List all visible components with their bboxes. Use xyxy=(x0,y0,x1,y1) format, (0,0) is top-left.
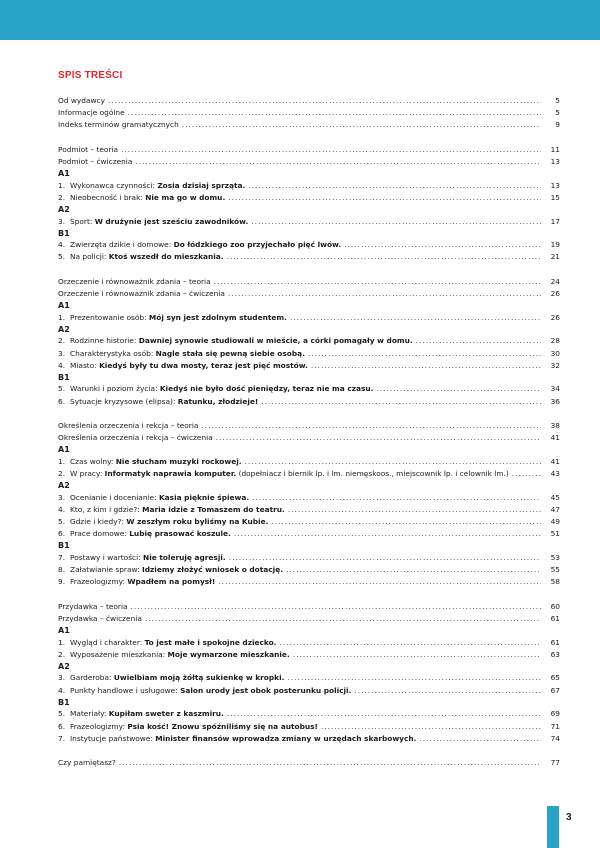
toc-entry[interactable] xyxy=(58,757,560,769)
dot-leader xyxy=(286,564,541,576)
dot-leader xyxy=(288,504,541,516)
entry-label xyxy=(70,721,318,733)
dot-leader xyxy=(227,251,541,263)
toc-entry[interactable] xyxy=(58,348,560,360)
entry-page-number: 69 xyxy=(550,709,560,719)
entry-example: Nie toleruję agresji. xyxy=(143,552,226,562)
entry-label xyxy=(70,552,226,564)
toc-entry[interactable] xyxy=(58,95,560,107)
entry-number: 1. xyxy=(58,637,66,647)
toc-entry[interactable] xyxy=(58,119,560,131)
entry-label-text: Załatwianie spraw: xyxy=(70,565,142,575)
entry-label-text: Wyposażenie mieszkania: xyxy=(70,649,168,659)
entry-page-number: 51 xyxy=(550,529,560,539)
entry-number: 1. xyxy=(58,456,66,466)
entry-label-text: Charakterystyka osób: xyxy=(70,348,156,358)
entry-label xyxy=(70,383,373,395)
entry-label xyxy=(70,637,277,649)
dot-leader xyxy=(280,637,541,649)
entry-number: 6. xyxy=(58,721,66,731)
entry-page-number: 67 xyxy=(550,685,560,695)
entry-example: W drużynie jest sześciu zawodników. xyxy=(94,216,249,226)
entry-label-text: Czy pamiętasz? xyxy=(58,758,116,768)
entry-number: 3. xyxy=(58,216,66,226)
entry-page-number: 13 xyxy=(550,156,560,166)
toc-entry[interactable] xyxy=(58,649,560,661)
entry-page-number: 65 xyxy=(550,673,560,683)
entry-number: 9. xyxy=(58,577,66,587)
level-heading: A1 xyxy=(58,169,70,179)
level-heading: A1 xyxy=(58,301,70,311)
entry-label xyxy=(70,312,287,324)
dot-leader xyxy=(128,107,541,119)
toc-entry[interactable] xyxy=(58,276,560,288)
entry-label-text: Frazeologizmy: xyxy=(70,721,128,731)
entry-example: Nie ma go w domu. xyxy=(145,192,226,202)
entry-number: 1. xyxy=(58,312,66,322)
dot-leader xyxy=(218,576,541,588)
toc-entry[interactable] xyxy=(58,335,560,347)
toc-entry[interactable] xyxy=(58,708,560,720)
entry-label xyxy=(70,576,215,588)
entry-page-number: 26 xyxy=(550,312,560,322)
entry-page-number: 71 xyxy=(550,721,560,731)
dot-leader xyxy=(248,180,541,192)
entry-example: Do łódzkiego zoo przyjechało pięć lwów. xyxy=(173,240,342,250)
entry-page-number: 28 xyxy=(550,336,560,346)
entry-example: Minister finansów wprowadza zmiany w urzędach skarbowych. xyxy=(155,733,417,743)
toc-entry[interactable] xyxy=(58,613,560,625)
entry-label xyxy=(70,733,416,745)
entry-label xyxy=(70,685,351,697)
dot-leader xyxy=(227,708,541,720)
entry-label-text: Garderoba: xyxy=(70,673,114,683)
toc-entry[interactable] xyxy=(58,144,560,156)
entry-example: Maria idzie z Tomaszem do teatru. xyxy=(142,504,285,514)
page-title: SPIS TREŚCI xyxy=(58,70,123,81)
entry-label-text: W pracy: xyxy=(70,469,105,478)
entry-label xyxy=(58,757,116,769)
page-number-tab xyxy=(547,806,559,848)
entry-page-number: 32 xyxy=(550,360,560,370)
dot-leader xyxy=(145,613,541,625)
entry-label xyxy=(58,420,198,432)
entry-example: Salon urody jest obok posterunku policji. xyxy=(180,685,352,695)
dot-leader xyxy=(251,216,541,228)
entry-number: 2. xyxy=(58,649,66,659)
entry-label-text: Przydawka – teoria xyxy=(58,601,128,611)
entry-label xyxy=(58,288,225,300)
entry-page-number: 45 xyxy=(550,492,560,502)
entry-page-number: 61 xyxy=(550,613,560,623)
entry-label xyxy=(58,144,118,156)
table-of-contents xyxy=(58,95,560,769)
entry-number: 4. xyxy=(58,685,66,695)
entry-example: Lubię prasować koszule. xyxy=(129,529,231,539)
entry-label-text: Orzeczenie i równoważnik zdania – teoria xyxy=(58,276,211,286)
entry-label-text: Nieobecność i brak: xyxy=(70,192,146,202)
entry-example: Ratunku, złodzieje! xyxy=(177,396,259,406)
entry-label xyxy=(70,251,224,263)
entry-label xyxy=(70,216,248,228)
entry-page-number: 17 xyxy=(550,216,560,226)
entry-label-text: Wykonawca czynności: xyxy=(70,180,158,190)
dot-leader xyxy=(216,432,541,444)
entry-page-number: 58 xyxy=(550,577,560,587)
entry-number: 2. xyxy=(58,336,66,346)
toc-entry[interactable] xyxy=(58,288,560,300)
toc-entry[interactable] xyxy=(58,685,560,697)
entry-label xyxy=(58,95,105,107)
dot-leader xyxy=(228,288,541,300)
toc-entry[interactable] xyxy=(58,432,560,444)
entry-page-number: 43 xyxy=(550,469,560,478)
entry-page-number: 5 xyxy=(555,108,560,118)
entry-example: Idziemy złożyć wniosek o dotację. xyxy=(141,565,284,575)
toc-entry[interactable] xyxy=(58,216,560,228)
dot-leader xyxy=(135,156,541,168)
toc-entry[interactable] xyxy=(58,504,560,516)
entry-page-number: 41 xyxy=(550,433,560,443)
level-heading: A2 xyxy=(58,205,70,214)
entry-example: Dawniej synowie studiowali w mieście, a córki pomagały w domu. xyxy=(138,336,413,346)
entry-label-text: Rodzinne historie: xyxy=(70,336,139,346)
entry-page-number: 63 xyxy=(550,649,560,659)
entry-page-number: 21 xyxy=(550,252,560,262)
entry-label xyxy=(70,239,341,251)
dot-leader xyxy=(293,649,541,661)
entry-label xyxy=(70,564,283,576)
level-heading: A2 xyxy=(58,481,70,491)
entry-number: 3. xyxy=(58,348,66,358)
toc-entry[interactable] xyxy=(58,576,560,588)
entry-label-text: Określenia orzeczenia i rekcja – ćwiczenia xyxy=(58,433,213,443)
entry-number: 5. xyxy=(58,709,66,719)
entry-label-text: Instytucje państwowe: xyxy=(70,733,156,743)
entry-example: Uwielbiam moją żółtą sukienkę w kropki. xyxy=(113,673,285,683)
entry-page-number: 77 xyxy=(550,758,560,768)
toc-entry[interactable] xyxy=(58,180,560,192)
entry-number: 2. xyxy=(58,469,66,478)
entry-page-number: 53 xyxy=(550,552,560,562)
level-heading: A1 xyxy=(58,445,70,455)
toc-entry[interactable] xyxy=(58,721,560,733)
toc-entry[interactable] xyxy=(58,552,560,564)
entry-label xyxy=(58,119,179,131)
dot-leader xyxy=(354,685,541,697)
entry-page-number: 13 xyxy=(550,180,560,190)
toc-entry[interactable] xyxy=(58,564,560,576)
entry-label-text: Przydawka – ćwiczenia xyxy=(58,613,142,623)
entry-label-text: Od wydawcy xyxy=(58,96,105,105)
entry-label xyxy=(70,649,290,661)
toc-entry[interactable] xyxy=(58,637,560,649)
entry-page-number: 61 xyxy=(550,637,560,647)
entry-number: 3. xyxy=(58,492,66,502)
entry-label-text: Indeks terminów gramatycznych xyxy=(58,120,179,130)
dot-leader xyxy=(182,119,541,131)
entry-label-text: Postawy i wartości: xyxy=(70,552,144,562)
entry-page-number: 26 xyxy=(550,288,560,298)
entry-label-text: Warunki i poziom życia: xyxy=(70,384,160,394)
entry-label xyxy=(58,432,213,444)
entry-note: (dopełniacz i biernik lp. i lm. niemęskoos., miejscownik lp. i celownik lm.) xyxy=(236,469,509,478)
entry-label-text: Informacje ogólne xyxy=(58,108,125,118)
entry-page-number: 30 xyxy=(550,348,560,358)
entry-label-text: Prezentowanie osób: xyxy=(70,312,149,322)
page-number: 3 xyxy=(566,812,572,823)
entry-label xyxy=(70,456,242,468)
entry-label xyxy=(70,396,258,408)
entry-label xyxy=(70,180,245,192)
entry-label-text: Określenia orzeczenia i rekcja – teoria xyxy=(58,420,199,430)
entry-label xyxy=(58,613,142,625)
toc-entry[interactable] xyxy=(58,672,560,684)
entry-number: 2. xyxy=(58,192,66,202)
entry-label xyxy=(70,516,268,528)
level-heading: A1 xyxy=(58,626,70,636)
entry-label-text: Ocenianie i docenianie: xyxy=(70,492,159,502)
entry-example: Wpadłem na pomysł! xyxy=(127,577,216,587)
dot-leader xyxy=(416,335,541,347)
entry-page-number: 15 xyxy=(550,192,560,202)
toc-entry[interactable] xyxy=(58,601,560,613)
entry-example: Informatyk naprawia komputer. xyxy=(104,469,237,478)
entry-example: To jest małe i spokojne dziecko. xyxy=(144,637,277,647)
dot-leader xyxy=(228,192,541,204)
dot-leader xyxy=(252,492,541,504)
entry-label-text: Wygląd i charakter: xyxy=(70,637,145,647)
dot-leader xyxy=(121,144,541,156)
entry-label xyxy=(70,492,249,504)
level-heading: B1 xyxy=(58,228,70,238)
entry-page-number: 47 xyxy=(550,504,560,514)
toc-entry[interactable] xyxy=(58,733,560,745)
entry-page-number: 49 xyxy=(550,517,560,527)
dot-leader xyxy=(271,516,541,528)
entry-number: 4. xyxy=(58,240,66,250)
entry-label xyxy=(70,708,224,720)
toc-entry[interactable] xyxy=(58,383,560,395)
entry-example: Ktoś wszedł do mieszkania. xyxy=(108,252,224,262)
entry-number: 5. xyxy=(58,252,66,262)
entry-label xyxy=(70,504,285,516)
dot-leader xyxy=(234,528,541,540)
entry-label xyxy=(70,348,305,360)
entry-page-number: 41 xyxy=(550,456,560,466)
entry-page-number: 55 xyxy=(550,565,560,575)
entry-label-text: Sytuacje kryzysowe (elipsa): xyxy=(70,396,178,406)
toc-entry[interactable] xyxy=(58,251,560,263)
level-heading: A2 xyxy=(58,661,70,671)
level-heading: B1 xyxy=(58,372,70,382)
dot-leader xyxy=(376,383,541,395)
entry-label xyxy=(70,360,308,372)
entry-label xyxy=(58,601,128,613)
entry-label-text: Czas wolny: xyxy=(70,456,116,466)
toc-entry[interactable] xyxy=(58,156,560,168)
entry-page-number: 24 xyxy=(550,276,560,286)
level-heading: A2 xyxy=(58,324,70,334)
entry-page-number: 11 xyxy=(550,144,560,154)
toc-entry[interactable] xyxy=(58,312,560,324)
dot-leader xyxy=(290,312,541,324)
toc-entry[interactable] xyxy=(58,192,560,204)
header-bar xyxy=(0,0,600,40)
dot-leader xyxy=(344,239,541,251)
entry-label-text: Miasto: xyxy=(70,360,100,370)
entry-page-number: 38 xyxy=(550,420,560,430)
entry-page-number: 60 xyxy=(550,601,560,611)
entry-page-number: 9 xyxy=(555,120,560,130)
level-heading: B1 xyxy=(58,697,70,707)
dot-leader xyxy=(119,757,541,769)
entry-example: Kupiłam sweter z kaszmiru. xyxy=(108,709,224,719)
entry-number: 5. xyxy=(58,384,66,394)
toc-entry[interactable] xyxy=(58,456,560,468)
dot-leader xyxy=(108,95,541,107)
entry-page-number: 36 xyxy=(550,396,560,406)
entry-label-text: Materiały: xyxy=(70,709,109,719)
entry-example: Kiedyś były tu dwa mosty, teraz jest pięć mostów. xyxy=(99,360,308,370)
dot-leader xyxy=(419,733,541,745)
entry-number: 3. xyxy=(58,673,66,683)
entry-label xyxy=(70,672,284,684)
dot-leader xyxy=(229,552,541,564)
entry-number: 7. xyxy=(58,552,66,562)
entry-example: Moje wymarzone mieszkanie. xyxy=(167,649,290,659)
entry-number: 4. xyxy=(58,360,66,370)
entry-example: Psia kość! Znowu spóźniliśmy się na autobus! xyxy=(127,721,318,731)
entry-example: Kasia pięknie śpiewa. xyxy=(158,492,250,502)
entry-page-number: 5 xyxy=(555,96,560,105)
toc-entry[interactable] xyxy=(58,360,560,372)
dot-leader xyxy=(201,420,541,432)
dot-leader xyxy=(214,276,541,288)
level-heading: B1 xyxy=(58,541,70,551)
dot-leader xyxy=(261,396,541,408)
entry-example: Zosia dzisiaj sprząta. xyxy=(157,180,246,190)
entry-number: 5. xyxy=(58,517,66,527)
entry-page-number: 74 xyxy=(550,733,560,743)
entry-label-text: Sport: xyxy=(70,216,95,226)
entry-number: 7. xyxy=(58,733,66,743)
entry-example: Nie słucham muzyki rockowej. xyxy=(115,456,242,466)
dot-leader xyxy=(245,456,541,468)
entry-label xyxy=(70,335,413,347)
entry-label-text: Zwierzęta dzikie i domowe: xyxy=(70,240,174,250)
entry-label-text: Orzeczenie i równoważnik zdania – ćwiczenia xyxy=(58,288,225,298)
toc-entry[interactable] xyxy=(58,420,560,432)
dot-leader xyxy=(131,601,541,613)
entry-label xyxy=(70,528,231,540)
entry-label-text: Na policji: xyxy=(70,252,109,262)
entry-label-text: Kto, z kim i gdzie?: xyxy=(70,504,143,514)
entry-label xyxy=(58,107,125,119)
entry-example: W zeszłym roku byliśmy na Kubie. xyxy=(126,517,269,527)
entry-label-text: Frazeologizmy: xyxy=(70,577,128,587)
entry-number: 8. xyxy=(58,565,66,575)
toc-entry[interactable] xyxy=(58,516,560,528)
toc-entry[interactable] xyxy=(58,239,560,251)
dot-leader xyxy=(321,721,541,733)
entry-number: 6. xyxy=(58,529,66,539)
entry-label xyxy=(70,468,509,480)
dot-leader xyxy=(287,672,541,684)
entry-label xyxy=(58,156,132,168)
entry-label-text: Podmiot – ćwiczenia xyxy=(58,156,133,166)
entry-label-text: Gdzie i kiedy?: xyxy=(70,517,127,527)
entry-number: 1. xyxy=(58,180,66,190)
entry-label xyxy=(70,192,225,204)
toc-entry[interactable] xyxy=(58,468,560,480)
dot-leader xyxy=(308,348,541,360)
toc-entry[interactable] xyxy=(58,107,560,119)
entry-label-text: Podmiot – teoria xyxy=(58,144,119,154)
entry-example: Mój syn jest zdolnym studentem. xyxy=(148,312,287,322)
toc-entry[interactable] xyxy=(58,528,560,540)
toc-entry[interactable] xyxy=(58,492,560,504)
entry-number: 6. xyxy=(58,396,66,406)
entry-number: 4. xyxy=(58,504,66,514)
toc-entry[interactable] xyxy=(58,396,560,408)
dot-leader xyxy=(512,468,541,480)
entry-label-text: Punkty handlowe i usługowe: xyxy=(70,685,181,695)
entry-page-number: 34 xyxy=(550,384,560,394)
entry-example: Nagle stała się pewną siebie osobą. xyxy=(155,348,305,358)
dot-leader xyxy=(311,360,541,372)
entry-example: Kiedyś nie było dość pieniędzy, teraz nie ma czasu. xyxy=(159,384,374,394)
entry-page-number: 19 xyxy=(550,240,560,250)
entry-label xyxy=(58,276,211,288)
entry-label-text: Prace domowe: xyxy=(70,529,130,539)
